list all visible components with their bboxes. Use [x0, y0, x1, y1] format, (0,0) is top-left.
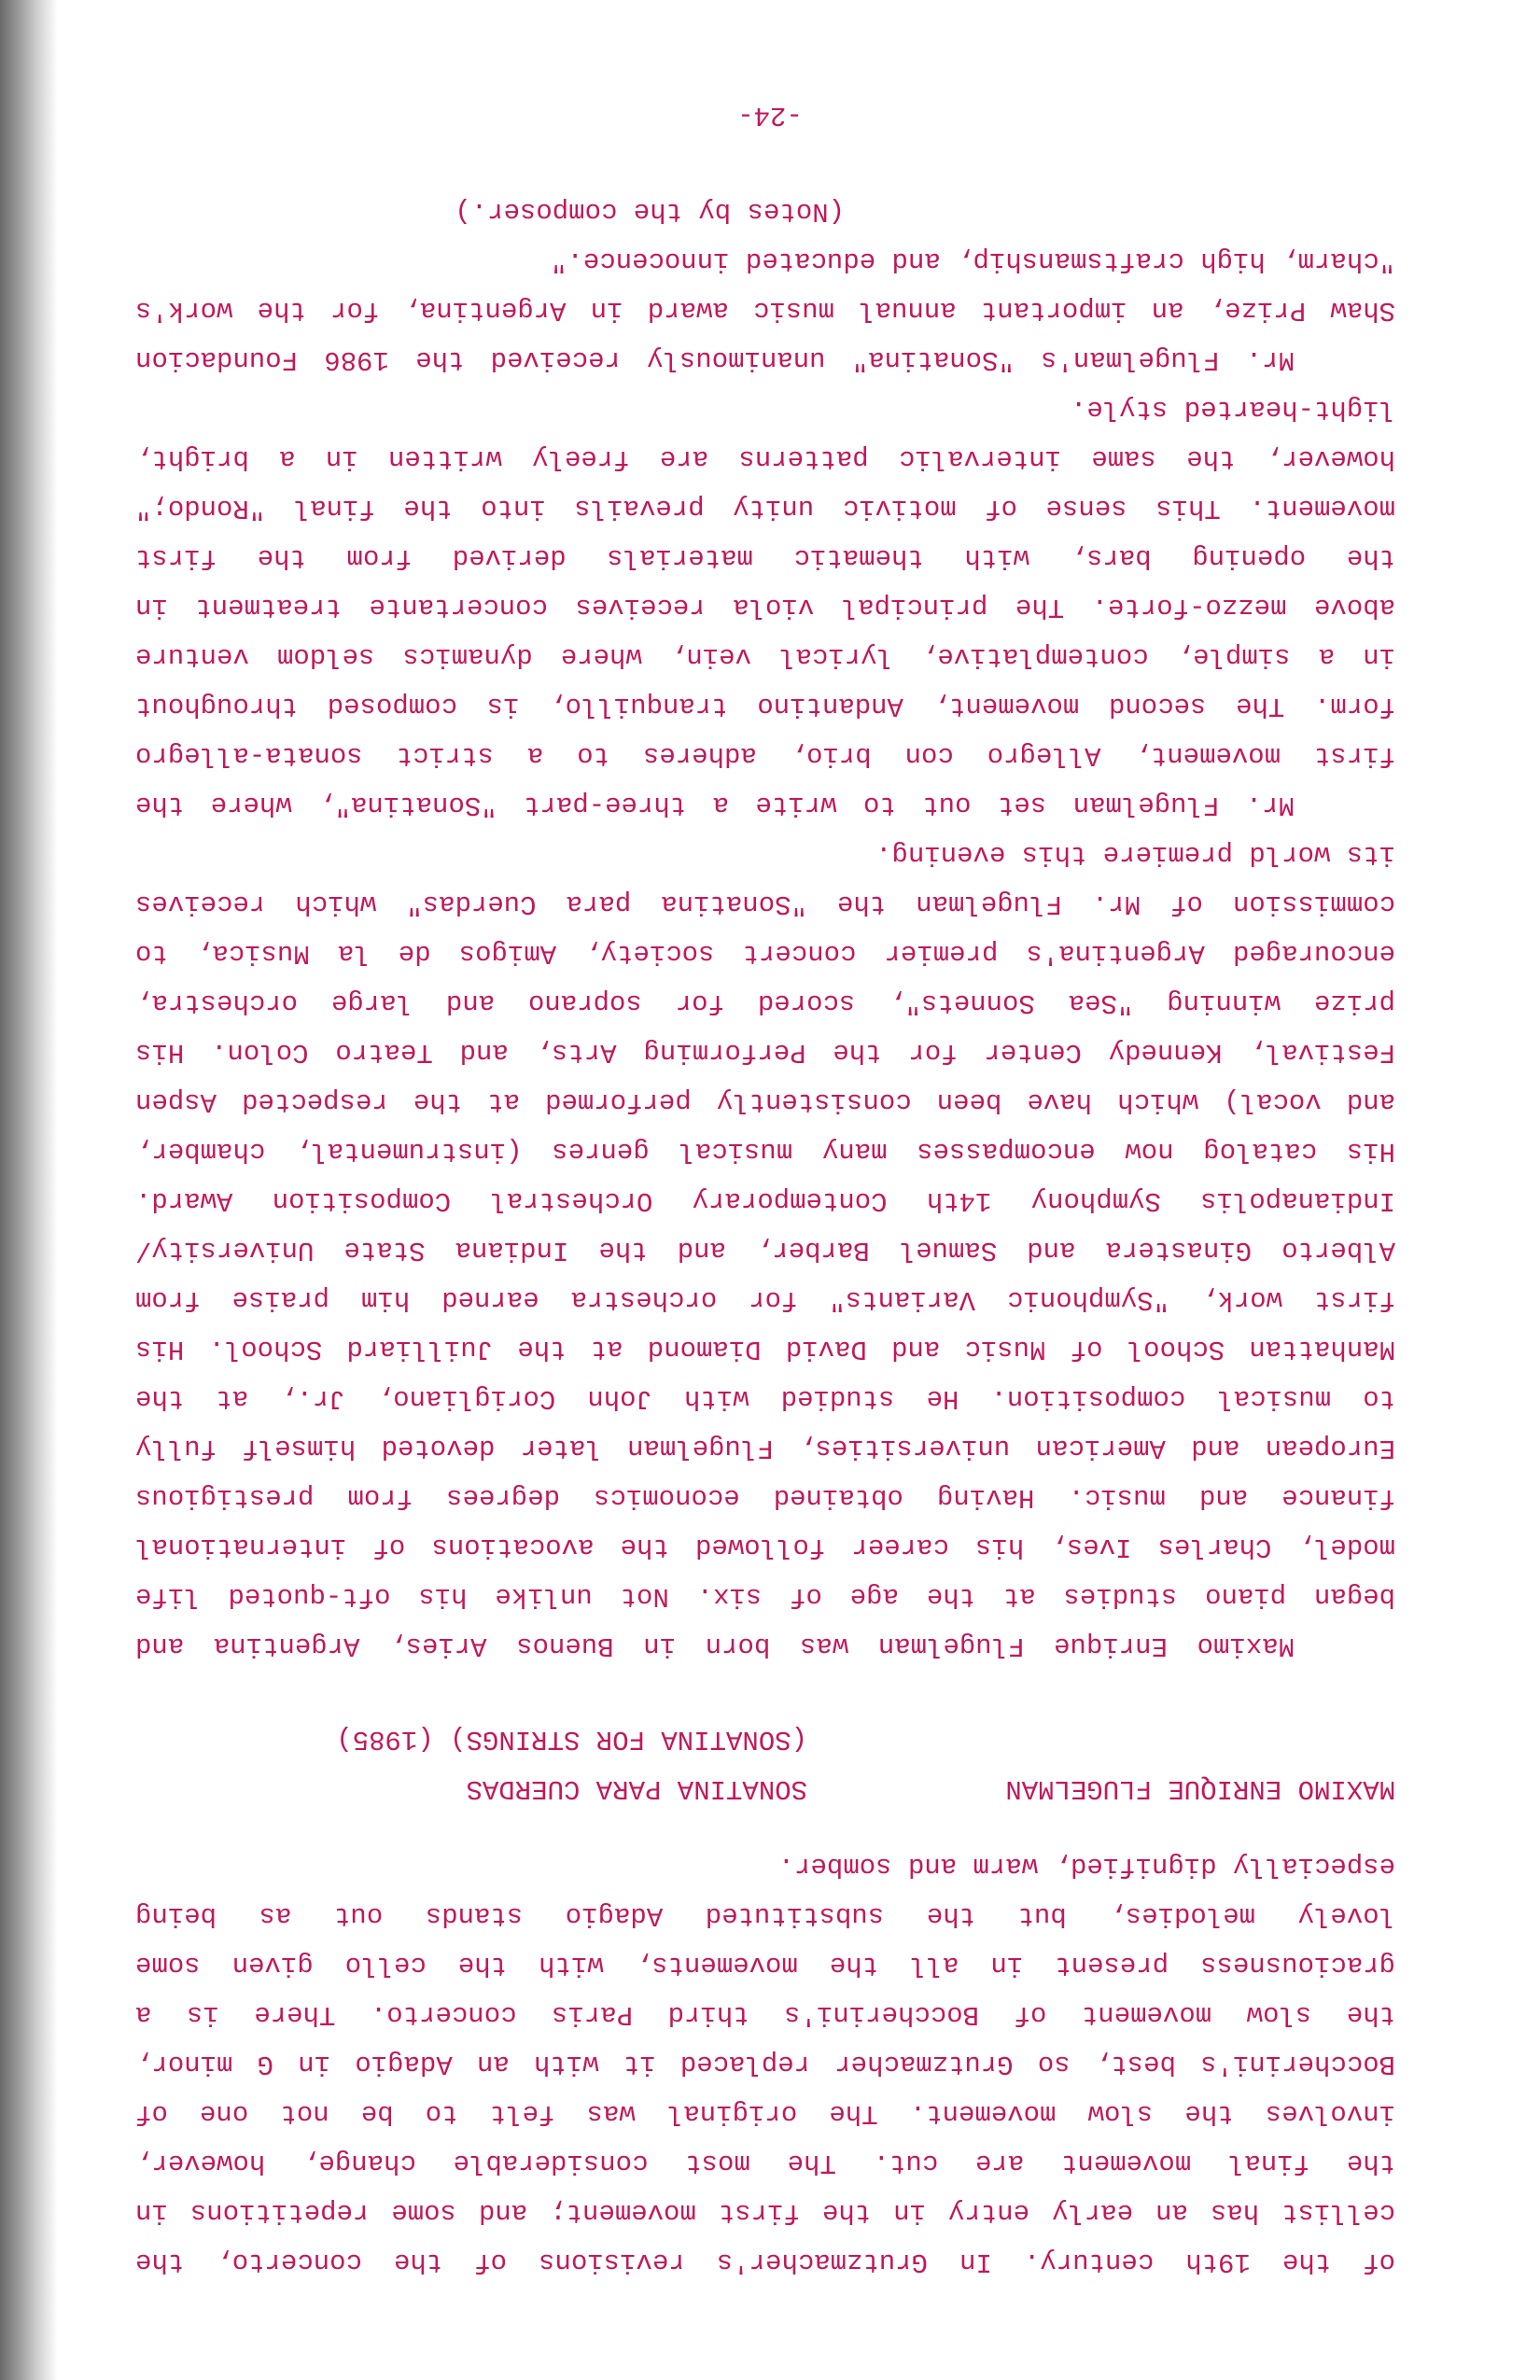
text-line: began piano studies at the age of six. Not unlike his oft-quoted life — [135, 1581, 1395, 1612]
text-line: the final movement are cut. The most considerable change, however, — [135, 2148, 1395, 2178]
text-line: Shaw Prize, an important annual music award in Argentina, for the work's — [135, 295, 1395, 326]
work-subtitle: (SONATINA FOR STRINGS) (1985) — [336, 1724, 807, 1755]
award-paragraph — [135, 236, 1395, 385]
composer-name: MAXIMO ENRIQUE FLUGELMAN — [1005, 1773, 1395, 1804]
biography-paragraph — [135, 830, 1395, 1671]
text-line: prize winning "Sea Sonnets", scored for soprano and large orchestra, — [135, 987, 1395, 1018]
text-line: the opening bars, with thematic materials derived from the first — [135, 542, 1395, 573]
text-line: form. The second movement, Andantino tranquillo, is composed throughout — [135, 691, 1395, 721]
text-line: model, Charles Ives, his career followed the avocations of international — [135, 1532, 1395, 1562]
notes-credit: (Notes by the composer.) — [455, 196, 845, 227]
text-line: above mezzo-forte. The principal viola receives concertante treatment in — [135, 592, 1395, 623]
text-line: to musical composition. He studied with John Corigliano, Jr., at the — [135, 1383, 1395, 1414]
text-line: His catalog now encompasses many musical genres (instrumental, chamber, — [135, 1136, 1395, 1167]
text-line: Mr. Flugelman set out to write a three-part "Sonatina", where the — [135, 790, 1295, 820]
text-line: first work, "Symphonic Variants" for orchestra earned him praise from — [135, 1284, 1395, 1315]
top-paragraph — [135, 1841, 1395, 2287]
text-line: the slow movement of Boccherini's third Paris concerto. There is a — [135, 1999, 1395, 2030]
work-description-paragraph — [135, 385, 1395, 830]
text-line: "charm, high craftsmanship, and educated innocence." — [551, 245, 1395, 276]
text-line: lovely melodies, but the substituted Adagio stands out as being — [135, 1900, 1395, 1931]
text-line: cellist has an early entry in the first movement; and some repetitions in — [135, 2197, 1395, 2228]
text-line: light-hearted style. — [1070, 394, 1395, 425]
notes-credit-row — [135, 187, 1395, 236]
text-line: Boccherini's best, so Grutzmacher replaced it with an Adagio in G minor, — [135, 2049, 1395, 2079]
text-line: European and American universities, Flugelman later devoted himself fully — [135, 1433, 1395, 1463]
text-line: Festival, Kennedy Center for the Performing Arts, and Teatro Colon. His — [135, 1037, 1395, 1068]
text-line: in a simple, contemplative, lyrical vein, where dynamics seldom venture — [135, 641, 1395, 672]
text-line: Alberto Ginastera and Samuel Barber, and the Indiana State University/ — [135, 1235, 1395, 1266]
text-line: Mr. Flugelman's "Sonatina" unanimously received the 1986 Foundacion — [135, 344, 1295, 375]
page-number: -24- — [737, 100, 803, 131]
text-line: encouraged Argentina's premier concert society, Amigos de la Musica, to — [135, 938, 1395, 969]
text-line: Indianapolis Symphony 14th Contemporary Orchestral Composition Award. — [135, 1185, 1395, 1216]
work-title: SONATINA PARA CUERDAS — [466, 1773, 807, 1804]
text-line: of the 19th century. In Grutzmacher's revisions of the concerto, the — [135, 2247, 1395, 2277]
text-line: especially dignified, warm and somber. — [777, 1851, 1395, 1882]
text-line: commission of Mr. Flugelman the "Sonatina para Cuerdas" which receives — [135, 889, 1395, 919]
text-line: finance and music. Having obtained economics degrees from prestigious — [135, 1482, 1395, 1513]
text-line: however, the same intervalic patterns are freely written in a bright, — [135, 443, 1395, 474]
text-line: Maximo Enrique Flugelman was born in Buenos Aries, Argentina and — [135, 1631, 1295, 1661]
text-line: involves the slow movement. The original was felt to be not one of — [135, 2098, 1395, 2129]
text-line: and vocal) which have been consistently performed at the respected Aspen — [135, 1086, 1395, 1117]
work-heading — [135, 1715, 1395, 1813]
text-line: its world premiere this evening. — [875, 839, 1395, 870]
text-line: movement. This sense of motivic unity prevails into the final "Rondo;" — [135, 493, 1395, 524]
text-line: first movement, Allegro con brio, adheres to a strict sonata-allegro — [135, 740, 1395, 771]
text-line: graciousness present in all the movements, with the cello given some — [135, 1950, 1395, 1981]
text-line: Manhattan School of Music and David Diamond at the Juilliard School. His — [135, 1334, 1395, 1365]
